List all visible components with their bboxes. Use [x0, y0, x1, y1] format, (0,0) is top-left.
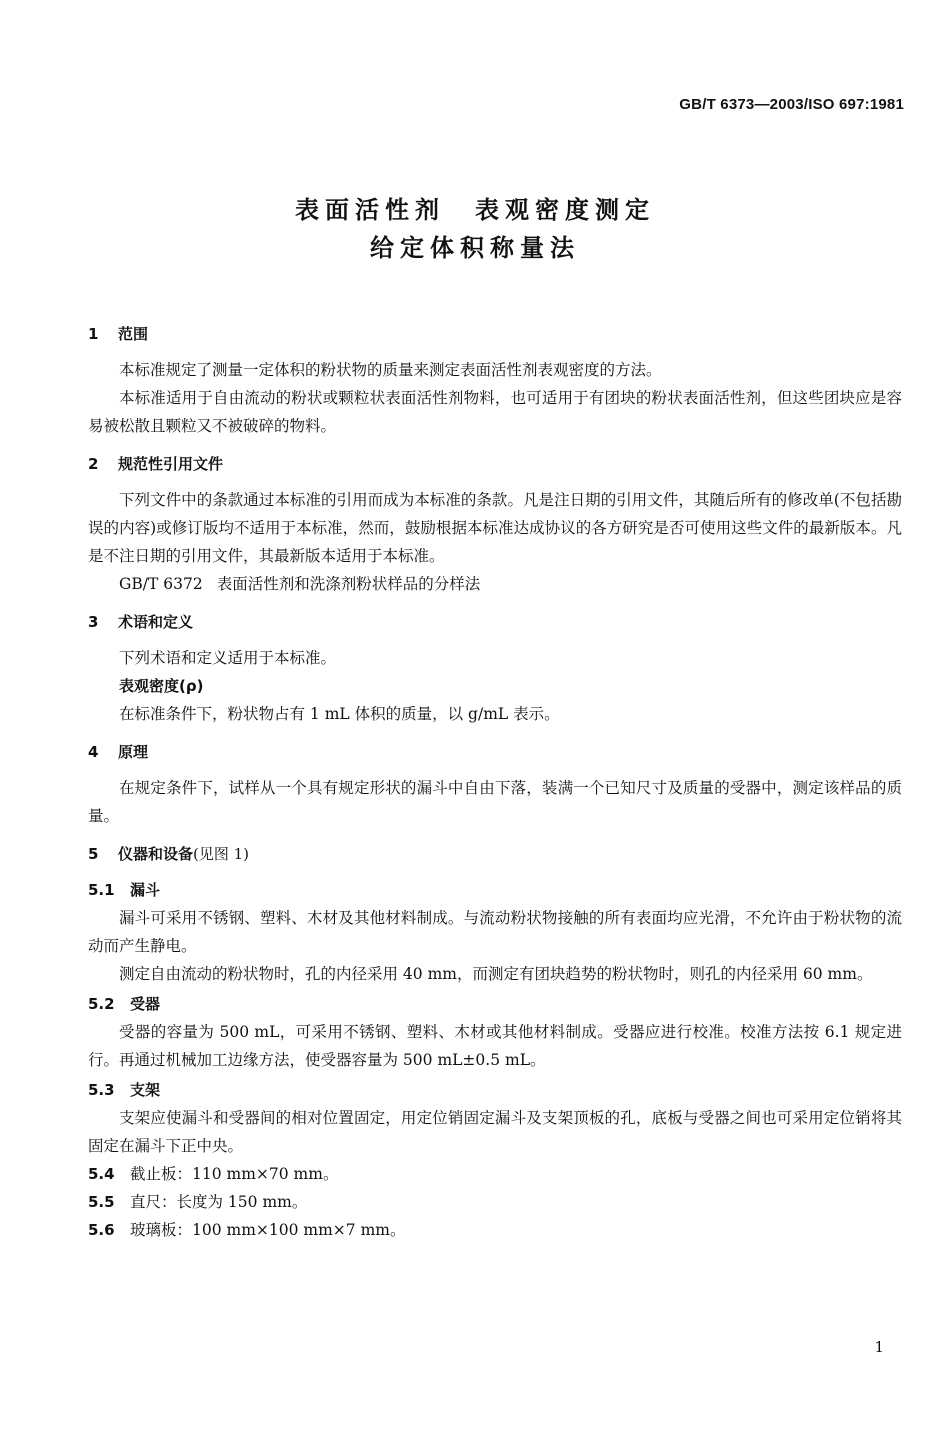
section-number: 1	[88, 325, 99, 343]
section-2-heading	[88, 450, 902, 478]
section-number: 2	[88, 455, 99, 473]
section-3-heading	[88, 608, 902, 636]
subsection-5-1-heading	[88, 876, 902, 904]
subsection-5-2-paragraph-1: 受器的容量为 500 mL，可采用不锈钢、塑料、木材或其他材料制成。受器应进行校准。校准方法按 6.1 规定进行。再通过机械加工边缘方法，使受器容量为 500 mL±0.5 mL。	[88, 1023, 902, 1069]
reference-code: GB/T 6372	[119, 575, 203, 593]
subsection-number: 5.1	[88, 881, 115, 899]
section-title: 规范性引用文件	[118, 455, 224, 473]
section-number: 3	[88, 613, 99, 631]
standard-code: GB/T 6373—2003/ISO 697:1981	[679, 96, 904, 113]
reference-title: 表面活性剂和洗涤剂粉状样品的分样法	[216, 575, 481, 593]
subsection-number: 5.2	[88, 995, 115, 1013]
section-5-heading	[88, 840, 902, 868]
document-title-line1: 表面活性剂 表观密度测定	[295, 196, 655, 224]
subsection-5-4	[88, 1160, 902, 1188]
subsection-5-1-paragraph-2: 测定自由流动的粉状物时，孔的内径采用 40 mm，而测定有团块趋势的粉状物时，则孔的内径采用 60 mm。	[119, 965, 873, 983]
subsection-5-3-paragraph-1: 支架应使漏斗和受器间的相对位置固定，用定位销固定漏斗及支架顶板的孔，底板与受器之间也可采用定位销将其固定在漏斗下正中央。	[88, 1109, 902, 1155]
subsection-5-1-paragraph-1: 漏斗可采用不锈钢、塑料、木材及其他材料制成。与流动粉状物接触的所有表面均应光滑，不允许由于粉状物的流动而产生静电。	[88, 909, 902, 955]
subsection-number: 5.4	[88, 1165, 115, 1183]
subsection-text: 玻璃板：100 mm×100 mm×7 mm。	[130, 1221, 406, 1239]
section-number: 5	[88, 845, 99, 863]
page-number: 1	[874, 1338, 884, 1356]
term-apparent-density: 表观密度(ρ)	[119, 677, 204, 695]
document-title-line2: 给定体积称量法	[370, 234, 580, 262]
subsection-title: 支架	[130, 1081, 161, 1099]
subsection-5-5	[88, 1188, 902, 1216]
section-1-heading	[88, 320, 902, 348]
section-title-note: (见图 1)	[193, 845, 250, 863]
section-title: 原理	[118, 743, 149, 761]
section-1-paragraph-1: 本标准规定了测量一定体积的粉状物的质量来测定表面活性剂表观密度的方法。	[119, 361, 662, 379]
section-title: 范围	[118, 325, 149, 343]
section-title: 仪器和设备	[118, 845, 194, 863]
section-4-heading	[88, 738, 902, 766]
subsection-5-6	[88, 1216, 902, 1244]
subsection-number: 5.6	[88, 1221, 115, 1239]
normative-reference	[88, 570, 902, 598]
subsection-text: 直尺：长度为 150 mm。	[130, 1193, 308, 1211]
term-definition: 在标准条件下，粉状物占有 1 mL 体积的质量，以 g/mL 表示。	[119, 705, 560, 723]
subsection-number: 5.5	[88, 1193, 115, 1211]
subsection-title: 受器	[130, 995, 161, 1013]
section-title: 术语和定义	[118, 613, 194, 631]
subsection-title: 漏斗	[130, 881, 161, 899]
document-body	[88, 310, 902, 1244]
section-3-paragraph-1: 下列术语和定义适用于本标准。	[119, 649, 337, 667]
section-number: 4	[88, 743, 99, 761]
subsection-number: 5.3	[88, 1081, 115, 1099]
subsection-5-3-heading	[88, 1076, 902, 1104]
subsection-text: 截止板：110 mm×70 mm。	[130, 1165, 339, 1183]
section-1-paragraph-2: 本标准适用于自由流动的粉状或颗粒状表面活性剂物料，也可适用于有团块的粉状表面活性剂，但这些团块应是容易被松散且颗粒又不被破碎的物料。	[88, 389, 902, 435]
section-4-paragraph-1: 在规定条件下，试样从一个具有规定形状的漏斗中自由下落，装满一个已知尺寸及质量的受器中，测定该样品的质量。	[88, 779, 902, 825]
section-2-paragraph-1: 下列文件中的条款通过本标准的引用而成为本标准的条款。凡是注日期的引用文件，其随后所有的修改单(不包括勘误的内容)或修订版均不适用于本标准，然而，鼓励根据本标准达成协议的各方研究是否可使用这些文件的最新版本。凡是不注日期的引用文件，其最新版本适用于本标准。	[88, 491, 902, 565]
subsection-5-2-heading	[88, 990, 902, 1018]
